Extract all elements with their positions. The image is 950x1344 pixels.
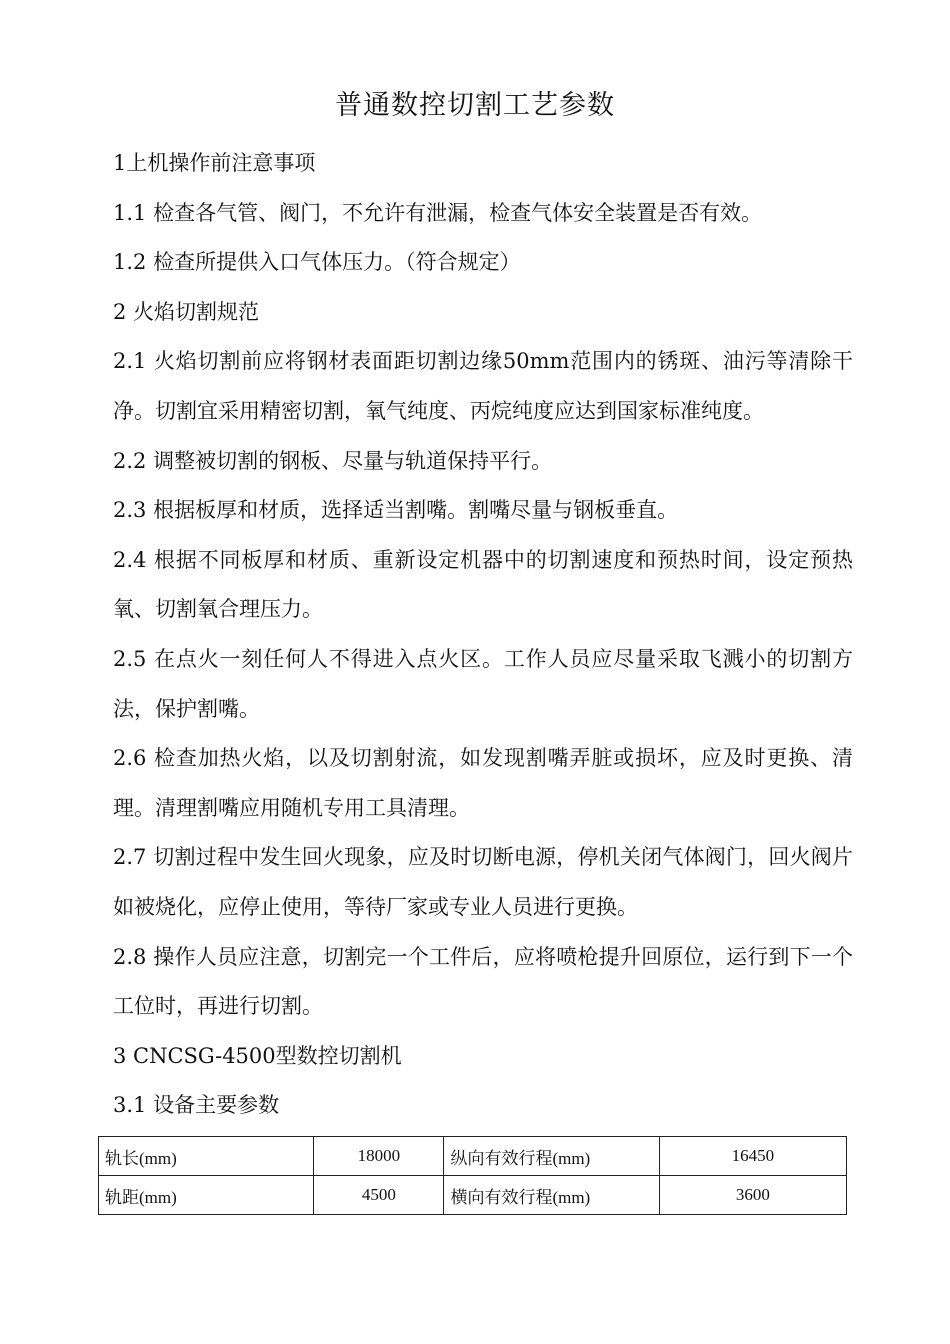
paragraph-2-7: 2.7 切割过程中发生回火现象，应及时切断电源，停机关闭气体阀门，回火阀片如被烧化，应停止使用，等待厂家或专业人员进行更换。 <box>113 845 853 919</box>
subsection-heading-3-1: 3.1 设备主要参数 <box>113 1093 280 1118</box>
paragraph-2-6: 2.6 检查加热火焰，以及切割射流，如发现割嘴弄脏或损坏，应及时更换、清理。清理割嘴应用随机专用工具清理。 <box>113 746 853 820</box>
section-heading-3: 3 CNCSG-4500型数控切割机 <box>113 1043 402 1068</box>
table-cell: 轨长(mm) <box>99 1137 314 1176</box>
paragraph-2-4: 2.4 根据不同板厚和材质、重新设定机器中的切割速度和预热时间，设定预热氧、切割氧合理压力。 <box>113 547 853 622</box>
paragraph-2-5: 2.5 在点火一刻任何人不得进入点火区。工作人员应尽量采取飞溅小的切割方法，保护割嘴。 <box>113 646 853 721</box>
table-cell: 横向有效行程(mm) <box>444 1176 659 1215</box>
table-cell: 4500 <box>314 1176 444 1215</box>
section-heading-2: 2 火焰切割规范 <box>113 299 260 324</box>
paragraph-2-2: 2.2 调整被切割的钢板、尽量与轨道保持平行。 <box>113 448 553 473</box>
table-row <box>99 1176 847 1215</box>
table-cell: 16450 <box>659 1137 846 1176</box>
document-body <box>113 139 853 1131</box>
table-cell: 3600 <box>659 1176 846 1215</box>
table-cell: 轨距(mm) <box>99 1176 314 1215</box>
table-cell: 纵向有效行程(mm) <box>444 1137 659 1176</box>
paragraph-2-3: 2.3 根据板厚和材质，选择适当割嘴。割嘴尽量与钢板垂直。 <box>113 498 679 523</box>
paragraph-1-1: 1.1 检查各气管、阀门，不允许有泄漏，检查气体安全装置是否有效。 <box>113 200 763 225</box>
paragraph-2-8: 2.8 操作人员应注意，切割完一个工件后，应将喷枪提升回原位，运行到下一个工位时，再进行切割。 <box>113 944 853 1019</box>
section-heading-1: 1上机操作前注意事项 <box>113 151 316 175</box>
paragraph-1-2: 1.2 检查所提供入口气体压力。（符合规定） <box>113 250 521 275</box>
paragraph-2-1: 2.1 火焰切割前应将钢材表面距切割边缘50mm范围内的锈斑、油污等清除干净。切割宜采用精密切割，氧气纯度、丙烷纯度应达到国家标准纯度。 <box>113 349 853 423</box>
document-title: 普通数控切割工艺参数 <box>335 90 615 121</box>
table-row <box>99 1137 847 1176</box>
equipment-params-table <box>98 1136 847 1215</box>
table-cell: 18000 <box>314 1137 444 1176</box>
